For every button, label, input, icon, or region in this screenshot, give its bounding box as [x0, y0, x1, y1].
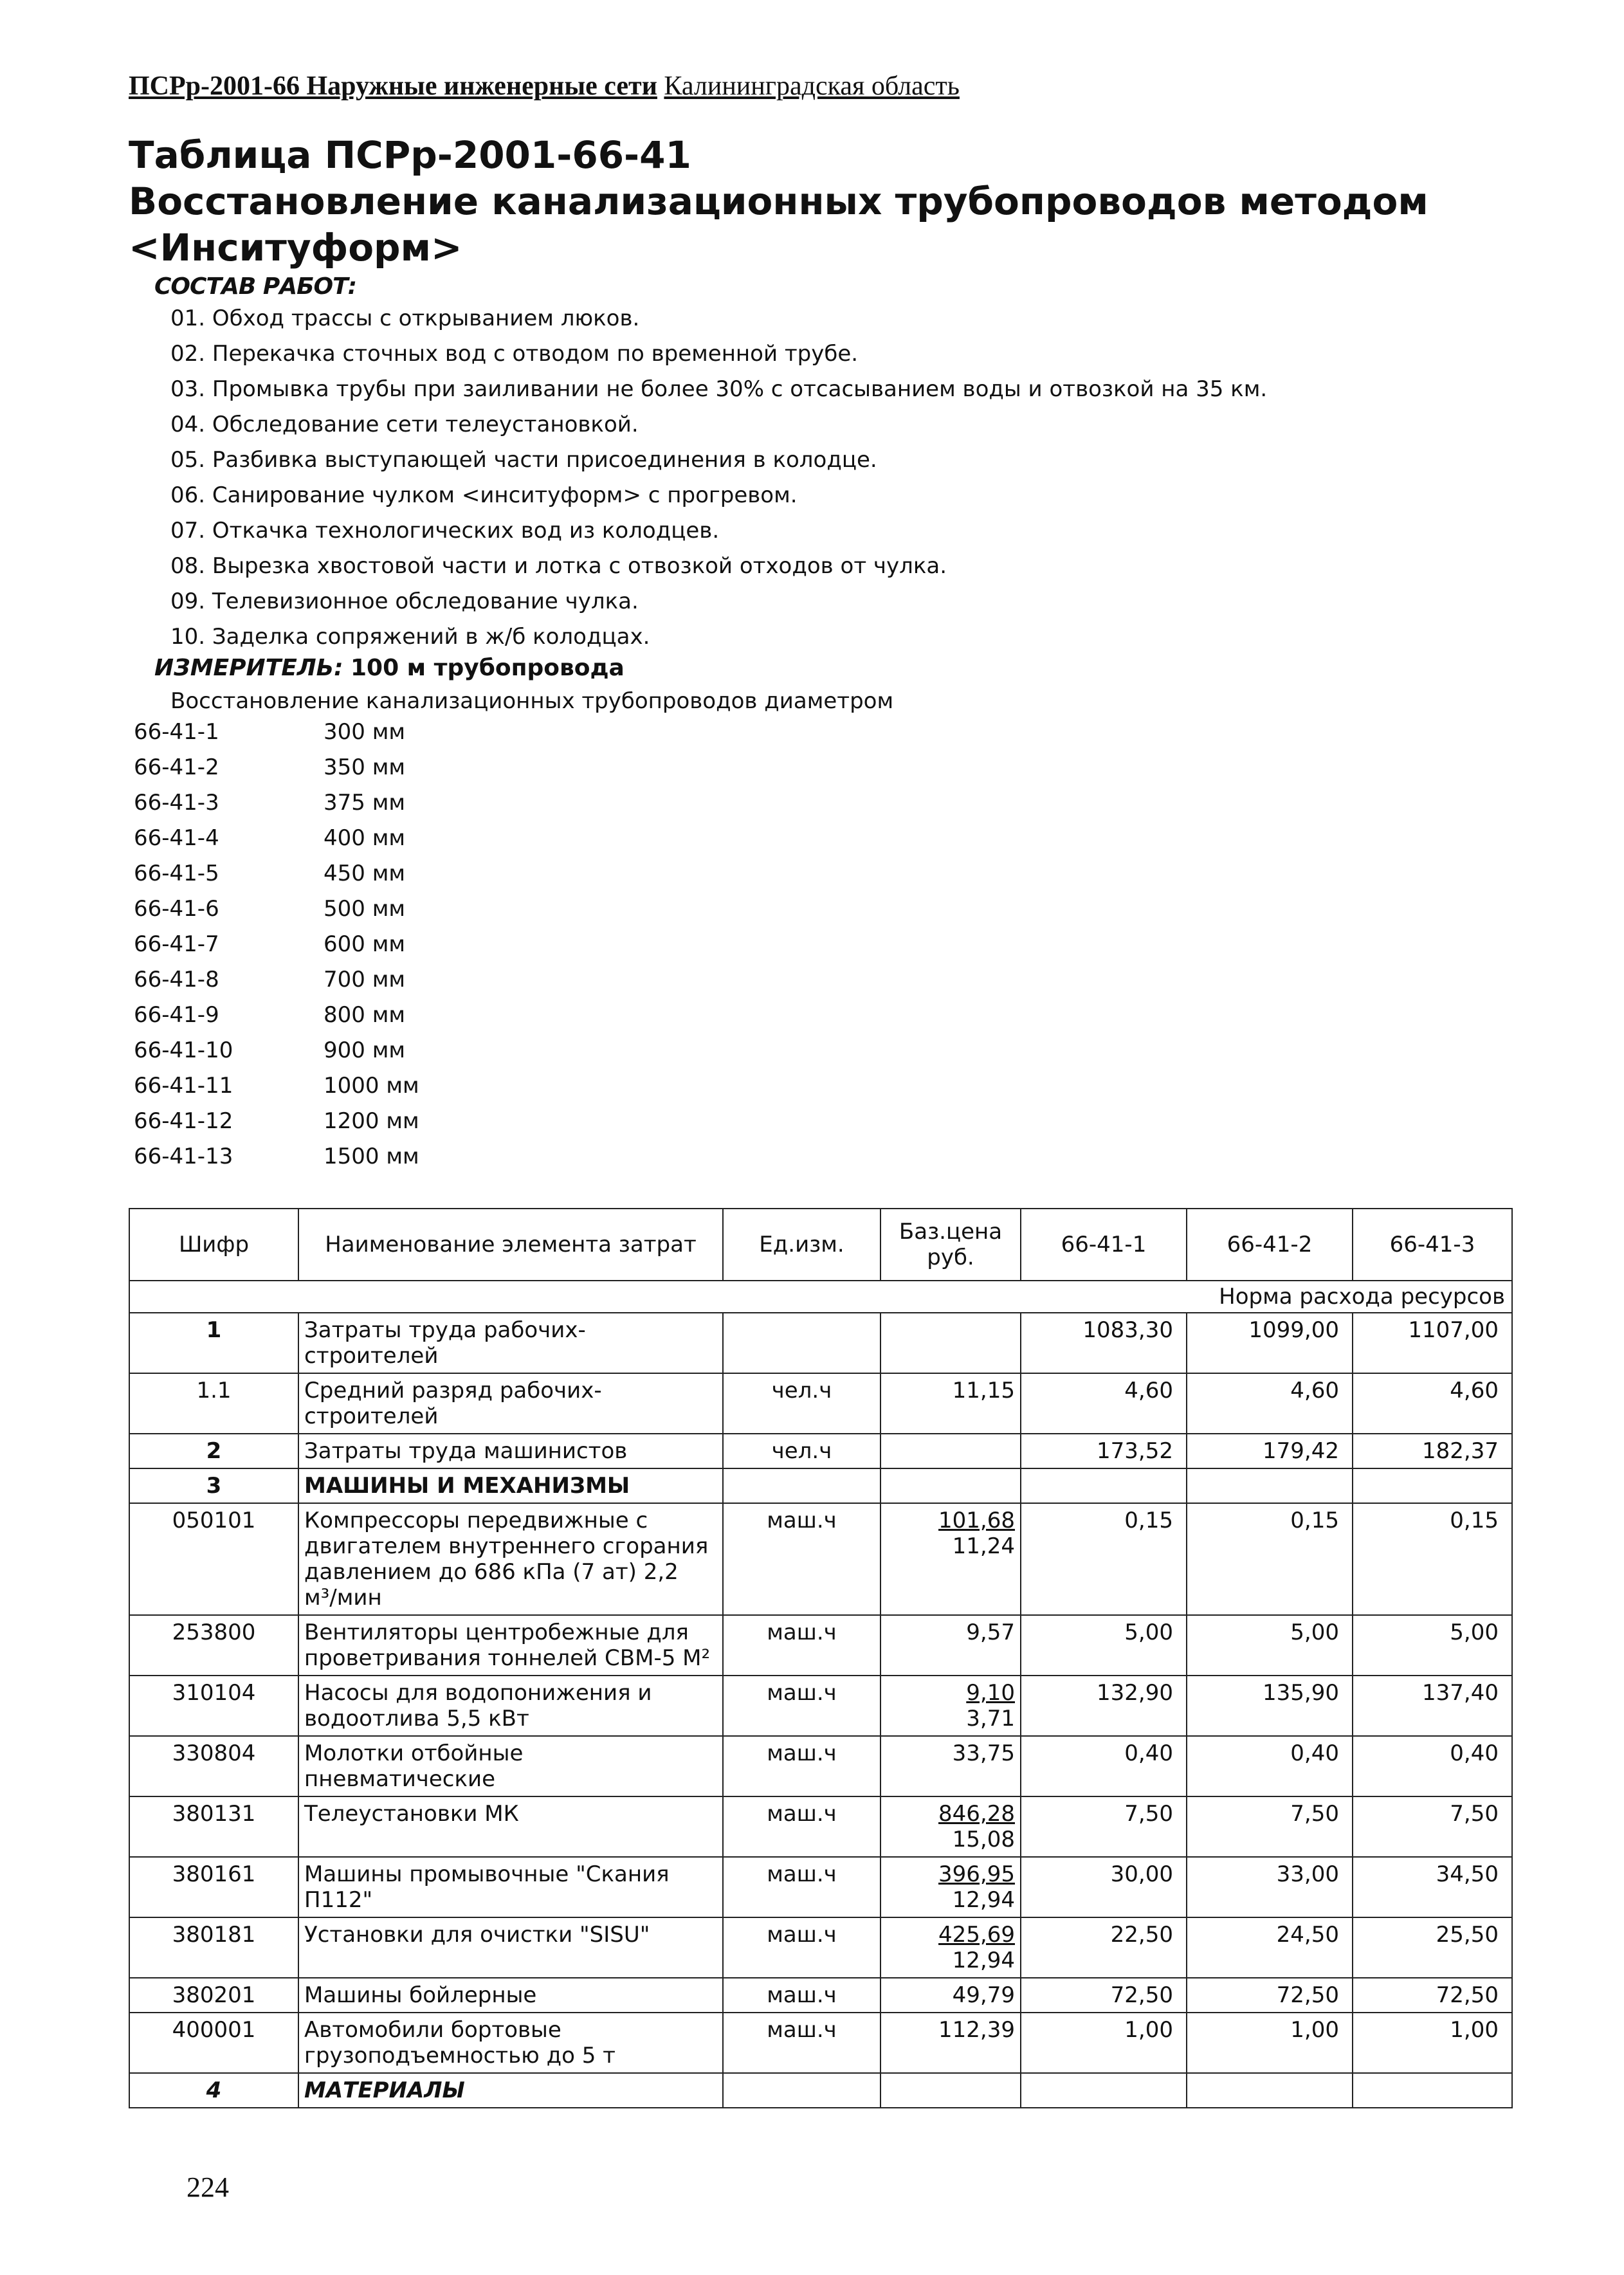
table-title-line-3: <Инситуформ> [129, 226, 462, 270]
work-item: 04. Обследование сети телеустановкой. [170, 412, 639, 437]
row-value-3: 34,50 [1353, 1857, 1512, 1917]
diameter: 800 мм [324, 1002, 406, 1028]
row-price: 33,75 [880, 1736, 1021, 1796]
row-unit: маш.ч [723, 1857, 880, 1917]
table-row [129, 1434, 1512, 1468]
row-value-3: 1107,00 [1353, 1313, 1512, 1373]
col-header-price-line-1: Баз.цена [899, 1219, 1003, 1245]
code: 66-41-2 [134, 754, 219, 780]
empty-cell [1187, 2073, 1353, 2108]
row-price-sub: 12,94 [952, 1948, 1015, 1973]
row-code: 310104 [129, 1676, 298, 1736]
col-header-price [880, 1209, 1021, 1281]
work-item: 07. Откачка технологических вод из колодцев. [170, 518, 720, 544]
row-price-main: 101,68 [938, 1508, 1015, 1533]
row-value-1: 0,40 [1021, 1736, 1187, 1796]
running-header [129, 71, 960, 102]
diameter: 500 мм [324, 896, 406, 922]
section-code: 4 [129, 2073, 298, 2108]
work-item: 02. Перекачка сточных вод с отводом по временной трубе. [170, 341, 859, 367]
diameter: 700 мм [324, 967, 406, 992]
section-row [129, 2073, 1512, 2108]
row-name: Затраты труда рабочих-строителей [298, 1313, 723, 1373]
row-name: Молотки отбойные пневматические [298, 1736, 723, 1796]
work-item: 05. Разбивка выступающей части присоединения в колодце. [170, 447, 877, 473]
work-composition-heading: СОСТАВ РАБОТ: [154, 273, 357, 300]
work-item: 10. Заделка сопряжений в ж/б колодцах. [170, 624, 650, 650]
code: 66-41-9 [134, 1002, 219, 1028]
row-price-main: 396,95 [938, 1861, 1015, 1887]
row-price-main: 9,10 [966, 1680, 1015, 1706]
diameter: 1000 мм [324, 1073, 419, 1099]
row-value-3: 137,40 [1353, 1676, 1512, 1736]
col-header-code: Шифр [129, 1209, 298, 1281]
norm-label: Норма расхода ресурсов [129, 1281, 1512, 1313]
row-value-1: 4,60 [1021, 1373, 1187, 1434]
row-price-main: 846,28 [938, 1801, 1015, 1827]
row-value-3: 182,37 [1353, 1434, 1512, 1468]
diameter: 900 мм [324, 1037, 406, 1063]
row-unit: чел.ч [723, 1434, 880, 1468]
table-row [129, 1796, 1512, 1857]
row-price [880, 1434, 1021, 1468]
row-value-1: 22,50 [1021, 1917, 1187, 1978]
section-code: 3 [129, 1468, 298, 1503]
table-row [129, 2013, 1512, 2073]
row-value-2: 135,90 [1187, 1676, 1353, 1736]
resource-table-wrapper [129, 1208, 1511, 2108]
measure-label: ИЗМЕРИТЕЛЬ: [154, 655, 343, 681]
work-composition-list [170, 301, 1267, 655]
row-value-3: 5,00 [1353, 1615, 1512, 1676]
row-code: 380131 [129, 1796, 298, 1857]
row-price [880, 1796, 1021, 1857]
diameter: 375 мм [324, 790, 406, 816]
row-unit: маш.ч [723, 1503, 880, 1615]
col-header-66-41-2: 66-41-2 [1187, 1209, 1353, 1281]
row-code: 253800 [129, 1615, 298, 1676]
empty-cell [1353, 2073, 1512, 2108]
row-value-1: 30,00 [1021, 1857, 1187, 1917]
code: 66-41-12 [134, 1108, 233, 1134]
row-unit: маш.ч [723, 2013, 880, 2073]
code: 66-41-4 [134, 825, 219, 851]
row-code: 2 [129, 1434, 298, 1468]
code: 66-41-5 [134, 861, 219, 886]
col-header-66-41-3: 66-41-3 [1353, 1209, 1512, 1281]
row-name: Насосы для водопонижения и водоотлива 5,5 кВт [298, 1676, 723, 1736]
row-code: 1.1 [129, 1373, 298, 1434]
row-name: Средний разряд рабочих-строителей [298, 1373, 723, 1434]
row-unit: маш.ч [723, 1736, 880, 1796]
row-value-3: 25,50 [1353, 1917, 1512, 1978]
row-value-2: 0,15 [1187, 1503, 1353, 1615]
row-value-2: 0,40 [1187, 1736, 1353, 1796]
empty-cell [880, 1468, 1021, 1503]
table-title-line-2: Восстановление канализационных трубопроводов методом [129, 179, 1428, 223]
diameter: 400 мм [324, 825, 406, 851]
table-row [129, 1736, 1512, 1796]
row-price-sub: 15,08 [952, 1827, 1015, 1852]
row-value-3: 0,15 [1353, 1503, 1512, 1615]
row-code: 380161 [129, 1857, 298, 1917]
empty-cell [1021, 2073, 1187, 2108]
work-item: 03. Промывка трубы при заиливании не более 30% с отсасыванием воды и отвозкой на 35 км. [170, 376, 1268, 402]
row-unit: маш.ч [723, 1796, 880, 1857]
row-name: Вентиляторы центробежные для проветривания тоннелей СВМ-5 М² [298, 1615, 723, 1676]
row-value-2: 33,00 [1187, 1857, 1353, 1917]
code: 66-41-11 [134, 1073, 233, 1099]
table-row [129, 1917, 1512, 1978]
row-value-1: 1083,30 [1021, 1313, 1187, 1373]
code: 66-41-3 [134, 790, 219, 816]
row-price [880, 1313, 1021, 1373]
row-value-1: 7,50 [1021, 1796, 1187, 1857]
row-code: 330804 [129, 1736, 298, 1796]
table-row [129, 1373, 1512, 1434]
row-value-1: 132,90 [1021, 1676, 1187, 1736]
table-row [129, 1978, 1512, 2013]
row-unit [723, 1313, 880, 1373]
table-row [129, 1857, 1512, 1917]
row-price [880, 1857, 1021, 1917]
row-value-1: 0,15 [1021, 1503, 1187, 1615]
table-row [129, 1503, 1512, 1615]
table-row [129, 1676, 1512, 1736]
row-value-2: 72,50 [1187, 1978, 1353, 2013]
row-price: 112,39 [880, 2013, 1021, 2073]
row-name: Телеустановки МК [298, 1796, 723, 1857]
measure-unit [154, 655, 625, 681]
col-header-unit: Ед.изм. [723, 1209, 880, 1281]
row-value-1: 5,00 [1021, 1615, 1187, 1676]
work-item: 08. Вырезка хвостовой части и лотка с отвозкой отходов от чулка. [170, 553, 947, 579]
row-value-2: 179,42 [1187, 1434, 1353, 1468]
row-name: Затраты труда машинистов [298, 1434, 723, 1468]
table-row [129, 1313, 1512, 1373]
row-value-3: 4,60 [1353, 1373, 1512, 1434]
table-title [129, 132, 1428, 271]
row-price: 11,15 [880, 1373, 1021, 1434]
row-value-3: 0,40 [1353, 1736, 1512, 1796]
row-name: Компрессоры передвижные с двигателем внутреннего сгорания давлением до 686 кПа (7 ат) 2,2 м³/мин [298, 1503, 723, 1615]
row-value-1: 1,00 [1021, 2013, 1187, 2073]
row-price-sub: 11,24 [952, 1533, 1015, 1559]
resource-table [129, 1208, 1513, 2108]
row-value-1: 72,50 [1021, 1978, 1187, 2013]
row-value-3: 7,50 [1353, 1796, 1512, 1857]
empty-cell [880, 2073, 1021, 2108]
row-price [880, 1917, 1021, 1978]
row-value-3: 72,50 [1353, 1978, 1512, 2013]
section-title: МАТЕРИАЛЫ [298, 2073, 723, 2108]
row-unit: маш.ч [723, 1978, 880, 2013]
diameter: 1200 мм [324, 1108, 419, 1134]
row-value-2: 4,60 [1187, 1373, 1353, 1434]
row-unit: чел.ч [723, 1373, 880, 1434]
row-price-main: 425,69 [938, 1922, 1015, 1948]
row-code: 380201 [129, 1978, 298, 2013]
norm-row [129, 1281, 1512, 1313]
row-code: 050101 [129, 1503, 298, 1615]
row-code: 380181 [129, 1917, 298, 1978]
row-price-sub: 3,71 [966, 1706, 1015, 1731]
col-header-66-41-1: 66-41-1 [1021, 1209, 1187, 1281]
row-price: 49,79 [880, 1978, 1021, 2013]
code: 66-41-13 [134, 1144, 233, 1169]
work-item: 09. Телевизионное обследование чулка. [170, 589, 639, 614]
work-item: 01. Обход трассы с открыванием люков. [170, 306, 640, 331]
row-unit: маш.ч [723, 1615, 880, 1676]
empty-cell [723, 1468, 880, 1503]
row-value-2: 7,50 [1187, 1796, 1353, 1857]
diameter: 600 мм [324, 931, 406, 957]
row-value-2: 1,00 [1187, 2013, 1353, 2073]
row-code: 1 [129, 1313, 298, 1373]
code: 66-41-1 [134, 719, 219, 745]
row-value-2: 1099,00 [1187, 1313, 1353, 1373]
code: 66-41-10 [134, 1037, 233, 1063]
diameter: 350 мм [324, 754, 406, 780]
code: 66-41-6 [134, 896, 219, 922]
table-title-line-1: Таблица ПСРр-2001-66-41 [129, 133, 691, 177]
code: 66-41-7 [134, 931, 219, 957]
region-name: Калининградская область [664, 71, 960, 101]
row-unit: маш.ч [723, 1917, 880, 1978]
row-price [880, 1503, 1021, 1615]
section-title: МАШИНЫ И МЕХАНИЗМЫ [298, 1468, 723, 1503]
row-name: Машины бойлерные [298, 1978, 723, 2013]
table-row [129, 1615, 1512, 1676]
row-price-sub: 12,94 [952, 1887, 1015, 1913]
empty-cell [1021, 1468, 1187, 1503]
document-title: ПСРр-2001-66 Наружные инженерные сети [129, 71, 657, 101]
row-price: 9,57 [880, 1615, 1021, 1676]
row-unit: маш.ч [723, 1676, 880, 1736]
section-row [129, 1468, 1512, 1503]
page-number: 224 [187, 2171, 229, 2203]
table-header-row [129, 1209, 1512, 1281]
row-value-3: 1,00 [1353, 2013, 1512, 2073]
row-name: Установки для очистки "SISU" [298, 1917, 723, 1978]
row-value-1: 173,52 [1021, 1434, 1187, 1468]
measure-value: 100 м трубопровода [350, 655, 625, 681]
diameter: 1500 мм [324, 1144, 419, 1169]
row-name: Машины промывочные "Скания П112" [298, 1857, 723, 1917]
codes-subtitle: Восстановление канализационных трубопроводов диаметром [170, 688, 894, 714]
col-header-name: Наименование элемента затрат [298, 1209, 723, 1281]
empty-cell [1353, 1468, 1512, 1503]
empty-cell [723, 2073, 880, 2108]
code: 66-41-8 [134, 967, 219, 992]
empty-cell [1187, 1468, 1353, 1503]
row-value-2: 24,50 [1187, 1917, 1353, 1978]
row-name: Автомобили бортовые грузоподъемностью до 5 т [298, 2013, 723, 2073]
row-price [880, 1676, 1021, 1736]
diameter: 300 мм [324, 719, 406, 745]
row-value-2: 5,00 [1187, 1615, 1353, 1676]
col-header-price-line-2: руб. [927, 1245, 974, 1270]
row-code: 400001 [129, 2013, 298, 2073]
diameter: 450 мм [324, 861, 406, 886]
work-item: 06. Санирование чулком <инситуформ> с прогревом. [170, 482, 798, 508]
